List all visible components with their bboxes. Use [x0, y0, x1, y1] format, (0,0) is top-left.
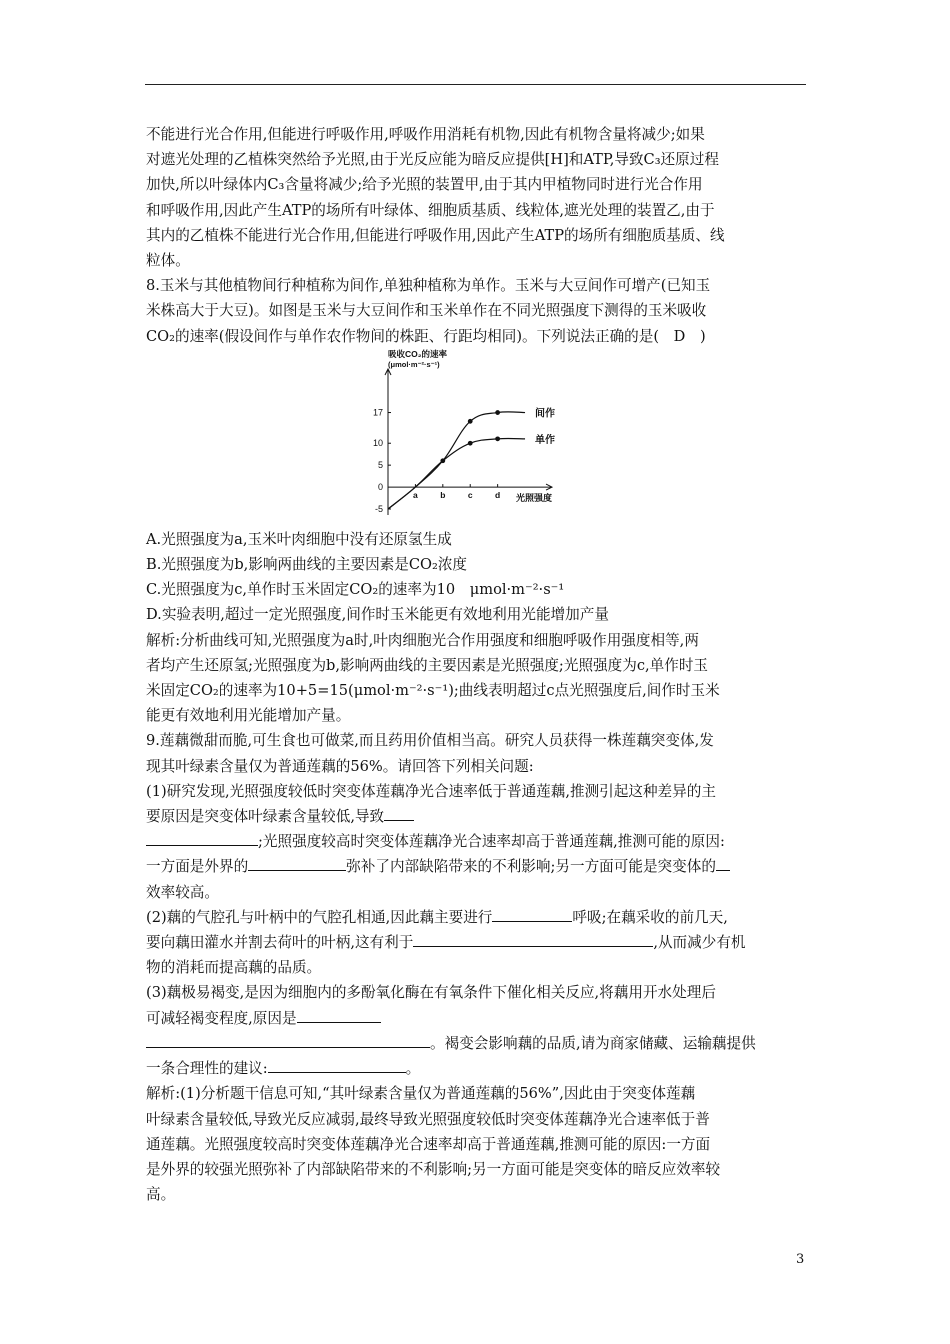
answer-blank[interactable]: [268, 1056, 406, 1073]
y-tick-label: 17: [372, 407, 383, 418]
option-b: B.光照强度为b,影响两曲线的主要因素是CO₂浓度: [146, 556, 468, 574]
option-c: C.光照强度为c,单作时玉米固定CO₂的速率为10 μmol·m⁻²·s⁻¹: [146, 581, 565, 599]
analysis-line: 能更有效地利用光能增加产量。: [146, 707, 351, 725]
answer-blank[interactable]: [297, 1006, 381, 1023]
question-stem-line: CO₂的速率(假设间作与单作农作物间的株距、行距均相同)。下列说法正确的是( D ): [146, 327, 706, 345]
subquestion-text: 。: [405, 1060, 421, 1078]
answer-blank[interactable]: [492, 905, 572, 922]
subquestion-line: (3)藕极易褐变,是因为细胞内的多酚氧化酶在有氧条件下催化相关反应,将藕用开水处理后: [146, 984, 716, 1002]
subquestion-line: [146, 829, 808, 854]
subquestion-text: 要原因是突变体叶绿素含量较低,导致: [146, 808, 385, 826]
option-d: D.实验表明,超过一定光照强度,间作时玉米能更有效地利用光能增加产量: [146, 606, 609, 624]
subquestion-text: 弥补了内部缺陷带来的不利影响;另一方面可能是突变体的: [346, 858, 716, 876]
series-label: 单作: [535, 434, 556, 446]
text-line: 不能进行光合作用,但能进行呼吸作用,呼吸作用消耗有机物,因此有机物含量将减少;如果: [146, 126, 705, 143]
x-tick-label: b: [440, 489, 446, 500]
answer-blank[interactable]: [146, 829, 258, 846]
intro-paragraph: [146, 122, 808, 273]
subquestion-line: [146, 1006, 808, 1031]
subquestion-text: (2)藕的气腔孔与叶柄中的气腔孔相通,因此藕主要进行: [146, 908, 493, 926]
subquestion-line: (1)研究发现,光照强度较低时突变体莲藕净光合速率低于普通莲藕,推测引起这种差异的主: [146, 782, 716, 800]
answer-blank[interactable]: [413, 930, 653, 947]
text-line: 对遮光处理的乙植株突然给予光照,由于光反应能为暗反应提供[H]和ATP,导致C₃还原过程: [146, 151, 719, 169]
subquestion-text: ;光照强度较高时突变体莲藕净光合速率却高于普通莲藕,推测可能的原因:: [258, 833, 725, 851]
answer-blank[interactable]: [384, 804, 414, 821]
y-tick-label: 10: [372, 438, 383, 449]
y-tick-label: -5: [374, 503, 383, 514]
analysis-line: 是外界的较强光照弥补了内部缺陷带来的不利影响;另一方面可能是突变体的暗反应效率较: [146, 1160, 721, 1178]
header-rule: [145, 84, 806, 85]
subquestion-line: [146, 930, 808, 955]
analysis-line: 米固定CO₂的速率为10+5=15(μmol·m⁻²·s⁻¹);曲线表明超过c点光照强度后,间作时玉米: [146, 682, 720, 700]
question-8: [146, 273, 808, 728]
subquestion-line: [146, 854, 808, 879]
question-stem-line: 9.莲藕微甜而脆,可生食也可做菜,而且药用价值相当高。研究人员获得一株莲藕突变体,发: [146, 732, 714, 750]
answer-blank[interactable]: [248, 854, 346, 871]
subquestion-line: 效率较高。: [146, 883, 219, 901]
page-content: [146, 122, 808, 1207]
data-point: [495, 436, 500, 441]
y-tick-label: 0: [377, 481, 383, 492]
subquestion-text: 一方面是外界的: [146, 858, 249, 876]
line-chart: [368, 349, 568, 525]
analysis-line: 高。: [146, 1186, 176, 1204]
subquestion-text: 。褐变会影响藕的品质,请为商家储藏、运输藕提供: [430, 1034, 756, 1052]
analysis-line: 解析:(1)分析题干信息可知,“其叶绿素含量仅为普通莲藕的56%”,因此由于突变体莲藕: [146, 1085, 696, 1103]
subquestion-text: 要向藕田灌水并割去荷叶的叶柄,这有利于: [146, 934, 414, 952]
x-axis-label: 光照强度: [516, 492, 553, 503]
text-line: 加快,所以叶绿体内C₃含量将减少;给予光照的装置甲,由于其内甲植物同时进行光合作用: [146, 176, 703, 194]
data-point: [468, 419, 473, 424]
analysis-line: 解析:分析曲线可知,光照强度为a时,叶肉细胞光合作用强度和细胞呼吸作用强度相等,两: [146, 631, 699, 649]
x-tick-label: c: [467, 489, 473, 500]
x-tick-label: d: [495, 489, 501, 500]
question-stem-line: 米株高大于大豆)。如图是玉米与大豆间作和玉米单作在不同光照强度下测得的玉米吸收: [146, 302, 707, 320]
series-line-0: [388, 412, 525, 509]
series-label: 间作: [535, 408, 556, 420]
subquestion-text: ,从而减少有机: [653, 934, 746, 952]
y-axis-label: 吸收CO₂的速率: [388, 348, 448, 359]
answer-blank[interactable]: [146, 1031, 430, 1048]
analysis-line: 通莲藕。光照强度较高时突变体莲藕净光合速率却高于普通莲藕,推测可能的原因:一方面: [146, 1135, 711, 1153]
subquestion-text: 一条合理性的建议:: [146, 1060, 268, 1078]
subquestion-line: [146, 804, 808, 829]
series-line-1: [388, 438, 525, 509]
subquestion-line: [146, 905, 808, 930]
text-line: 粒体。: [146, 252, 190, 270]
page-number: 3: [796, 1252, 805, 1267]
x-tick-label: a: [413, 489, 418, 500]
analysis-line: 叶绿素含量较低,导致光反应减弱,最终导致光照强度较低时突变体莲藕净光合速率低于普: [146, 1110, 710, 1128]
question-9: [146, 728, 808, 1207]
answer-blank[interactable]: [716, 854, 730, 871]
subquestion-line: [146, 1056, 808, 1081]
subquestion-text: 可减轻褐变程度,原因是: [146, 1009, 297, 1027]
subquestion-line: [146, 1031, 808, 1056]
analysis-line: 者均产生还原氢;光照强度为b,影响两曲线的主要因素是光照强度;光照强度为c,单作时玉: [146, 656, 709, 674]
data-point: [468, 441, 473, 446]
y-axis-unit: (μmol·m⁻²·s⁻¹): [388, 359, 440, 369]
subquestion-text: 呼吸;在藕采收的前几天,: [572, 908, 728, 926]
text-line: 和呼吸作用,因此产生ATP的场所有叶绿体、细胞质基质、线粒体,遮光处理的装置乙,由于: [146, 201, 715, 219]
question-stem-line: 现其叶绿素含量仅为普通莲藕的56%。请回答下列相关问题:: [146, 757, 534, 775]
subquestion-line: 物的消耗而提高藕的品质。: [146, 959, 322, 977]
chart-container: [146, 349, 808, 527]
y-tick-label: 5: [377, 459, 383, 470]
question-stem-line: 8.玉米与其他植物间行种植称为间作,单独种植称为单作。玉米与大豆间作可增产(已知玉: [146, 277, 711, 295]
option-a: A.光照强度为a,玉米叶肉细胞中没有还原氢生成: [146, 530, 452, 548]
text-line: 其内的乙植株不能进行光合作用,但能进行呼吸作用,因此产生ATP的场所有细胞质基质、线: [146, 226, 725, 244]
data-point: [495, 410, 500, 415]
